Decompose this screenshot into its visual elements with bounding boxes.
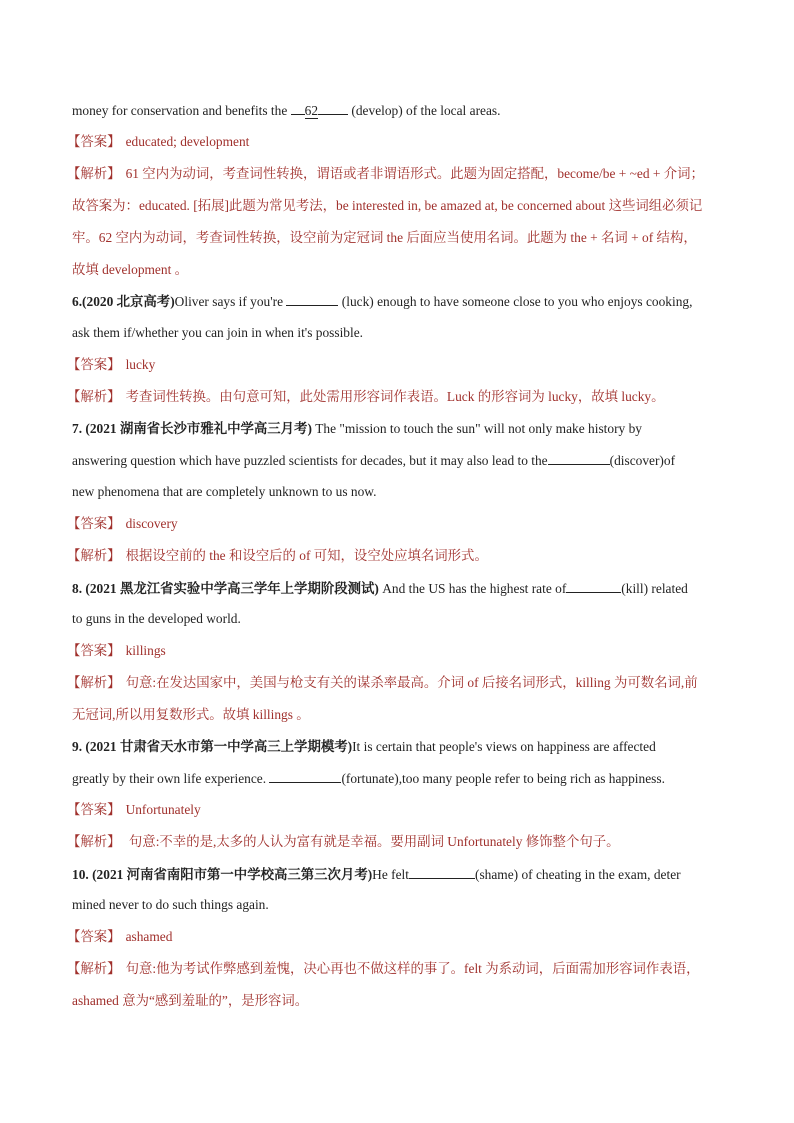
answer-blank — [548, 451, 610, 465]
answer-label: 【答案】 — [67, 643, 121, 658]
analysis-5-line-2 — [72, 197, 702, 215]
analysis-text: 句意:不幸的是,太多的人认为富有就是幸福。要用副词 Unfortunately 修饰整个句子。 — [125, 834, 620, 849]
analysis-text: 句意:他为考试作弊感到羞愧，决心再也不做这样的事了。felt 为系动词，后面需加形容词作表语， — [125, 961, 700, 976]
analysis-text: 故答案为：educated. [拓展]此题为常见考法，be interested in, be amazed at, be concerned about 这些词组必须记 — [72, 198, 703, 213]
analysis-7 — [67, 547, 488, 565]
answer-blank — [409, 865, 475, 879]
question-number: 10. — [72, 867, 93, 882]
answer-5 — [67, 133, 250, 151]
answer-blank — [291, 101, 305, 115]
question-number: 9. — [72, 739, 86, 754]
analysis-text: 根据设空前的 the 和设空后的 of 可知，设空处应填名词形式。 — [125, 548, 488, 563]
analysis-text: 无冠词,所以用复数形式。故填 killings 。 — [72, 707, 310, 722]
answer-text: educated; development — [125, 134, 250, 149]
analysis-5-line-3 — [72, 229, 697, 247]
question-text: And the US has the highest rate of — [378, 581, 567, 596]
question-text: (shame) of cheating in the exam, deter — [474, 867, 681, 882]
question-text: (luck) enough to have someone close to you who enjoys cooking, — [338, 294, 693, 309]
answer-label: 【答案】 — [67, 134, 121, 149]
answer-text: discovery — [125, 516, 178, 531]
question-6-line-2 — [72, 324, 363, 342]
answer-label: 【答案】 — [67, 516, 121, 531]
analysis-label: 【解析】 — [67, 834, 121, 849]
blank-number: 62 — [304, 103, 319, 118]
answer-blank — [269, 769, 341, 783]
question-text: new phenomena that are completely unknown to us now. — [72, 484, 377, 499]
question-number: 7. — [72, 421, 86, 436]
analysis-10-line-2 — [72, 992, 308, 1010]
question-text: mined never to do such things again. — [72, 897, 269, 912]
answer-label: 【答案】 — [67, 357, 121, 372]
analysis-label: 【解析】 — [67, 389, 121, 404]
answer-blank — [566, 579, 621, 593]
answer-label: 【答案】 — [67, 802, 121, 817]
analysis-label: 【解析】 — [67, 961, 121, 976]
question-text: It is certain that people's views on happiness are affected — [352, 739, 656, 754]
answer-9 — [67, 801, 201, 819]
analysis-text: 61 空内为动词，考查词性转换，谓语或者非谓语形式。此题为固定搭配，become/be + ~ed + 介词； — [125, 166, 704, 181]
question-text: to guns in the developed world. — [72, 611, 241, 626]
analysis-8-line-1 — [67, 674, 698, 692]
question-8-line-1 — [72, 579, 688, 598]
analysis-9 — [67, 833, 620, 851]
question-text: money for conservation and benefits the — [72, 103, 291, 118]
analysis-5-line-1 — [67, 165, 704, 183]
answer-label: 【答案】 — [67, 929, 121, 944]
question-7-line-3 — [72, 483, 376, 501]
question-text: (discover)of — [609, 453, 676, 468]
question-text: Oliver says if you're — [174, 294, 287, 309]
question-text: (develop) of the local areas. — [348, 103, 501, 118]
question-7-line-1 — [72, 420, 642, 438]
question-number: 8. — [72, 581, 86, 596]
question-8-line-2 — [72, 610, 241, 628]
analysis-text: 牢。62 空内为动词，考查词性转换，设空前为定冠词 the 后面应当使用名词。此题为 the + 名词 + of 结构， — [72, 230, 697, 245]
question-7-line-2 — [72, 451, 675, 470]
question-source: (2021 黑龙江省实验中学高三学年上学期阶段测试) — [85, 581, 379, 596]
question-number: 6. — [72, 294, 83, 309]
question-text: (kill) related — [621, 581, 688, 596]
question-10-line-1 — [72, 865, 681, 884]
question-source: (2020 北京高考) — [82, 294, 175, 309]
analysis-label: 【解析】 — [67, 166, 121, 181]
answer-text: Unfortunately — [125, 802, 201, 817]
analysis-label: 【解析】 — [67, 548, 121, 563]
answer-text: lucky — [125, 357, 156, 372]
question-text: The "mission to touch the sun" will not only make history by — [311, 421, 642, 436]
question-text: ask them if/whether you can join in when it's possible. — [72, 325, 364, 340]
analysis-label: 【解析】 — [67, 675, 121, 690]
question-source: (2021 湖南省长沙市雅礼中学高三月考) — [85, 421, 312, 436]
answer-10 — [67, 928, 173, 946]
analysis-text: 句意:在发达国家中，美国与枪支有关的谋杀率最高。介词 of 后接名词形式，killing 为可数名词,前 — [125, 675, 698, 690]
question-text: greatly by their own life experience. — [72, 771, 270, 786]
question-source: (2021 河南省南阳市第一中学校高三第三次月考) — [92, 867, 373, 882]
analysis-text: ashamed 意为“感到羞耻的”，是形容词。 — [72, 993, 309, 1008]
analysis-text: 故填 development 。 — [72, 262, 189, 277]
question-source: (2021 甘肃省天水市第一中学高三上学期模考) — [85, 739, 353, 754]
answer-7 — [67, 515, 178, 533]
answer-text: ashamed — [125, 929, 173, 944]
analysis-5-line-4 — [72, 261, 188, 279]
answer-8 — [67, 642, 166, 660]
answer-blank — [318, 101, 348, 115]
question-5-line-1 — [72, 101, 500, 120]
question-text: (fortunate),too many people refer to being rich as happiness. — [341, 771, 665, 786]
answer-6 — [67, 356, 156, 374]
analysis-6 — [67, 388, 665, 406]
question-9-line-2 — [72, 769, 665, 788]
analysis-8-line-2 — [72, 706, 310, 724]
answer-text: killings — [125, 643, 166, 658]
analysis-text: 考查词性转换。由句意可知，此处需用形容词作表语。Luck 的形容词为 lucky，故填 lucky。 — [125, 389, 665, 404]
question-9-line-1 — [72, 738, 656, 756]
question-6-line-1 — [72, 292, 692, 311]
question-10-line-2 — [72, 896, 269, 914]
answer-blank — [286, 292, 338, 306]
question-text: He felt — [372, 867, 409, 882]
analysis-10-line-1 — [67, 960, 700, 978]
question-text: answering question which have puzzled scientists for decades, but it may also lead to the — [72, 453, 548, 468]
